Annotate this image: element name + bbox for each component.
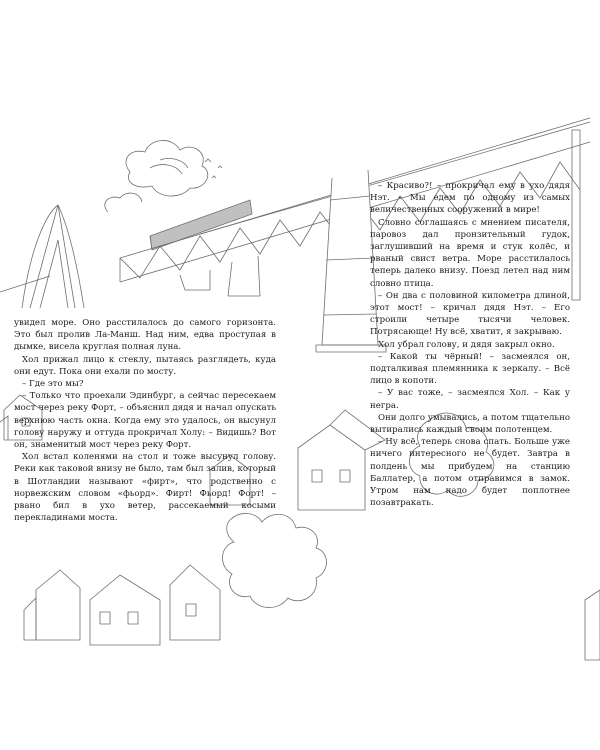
left-text-column [14, 317, 276, 524]
paragraph: Хол убрал голову, и дядя закрыл окно. [378, 339, 555, 350]
paragraph: Хол встал коленями на стол и тоже высунул голову. Реки как таковой внизу не было, там был залив, который в Шотландии называют «фирт», что родственно с норвежским словом «фьорд». Фирт! Фьорд! Форт! – рвано бил в ухо ветер, рассекаемый косыми перекладинами моста. [14, 452, 276, 524]
paragraph: – Красиво?! – прокричал ему в ухо дядя Нэт. – Мы едем по одному из самых величественных сооружений в мире! [370, 181, 570, 216]
paragraph: – Какой ты чёрный! – засмеялся он, подталкивая племянника к зеркалу. – Всё лицо в копоти. [370, 351, 570, 387]
right-text-column [370, 180, 570, 509]
paragraph: увидел море. Оно расстилалось до самого горизонта. Это был пролив Ла-Манш. Над ним, едва проступая в дымке, висела круглая полная луна. [14, 318, 276, 353]
paragraph: – Он два с половиной километра длиной, этот мост! – кричал дядя Нэт. – Его строили четыре тысячи человек. Потрясающе! Ну всё, хватит, я закрываю. [370, 290, 570, 338]
paragraph: – Ну всё, теперь снова спать. Больше уже ничего интересного не будет. Завтра в полдень мы прибудем на станцию Баллатер, а потом отправимся в замок. Утром нам надо будет поплотнее позавтракать. [370, 437, 570, 509]
paragraph: Словно соглашаясь с мнением писателя, паровоз дал пронзительный гудок, заглушивший на время и стук колёс, и рваный свист ветра. Море расстилалось теперь далеко внизу. Поезд летел над ним словно птица. [370, 217, 570, 289]
paragraph: – Только что проехали Эдинбург, а сейчас пересекаем мост через реку Форт, – объяснил дядя и начал опускать верхнюю часть окна. Когда ему это удалось, он высунул голову наружу и оттуда прокричал Холу: – Видишь? Вот он, знаменитый мост через реку Форт. [14, 391, 276, 451]
paragraph: Хол прижал лицо к стеклу, пытаясь разглядеть, куда они едут. Пока они ехали по мосту. [14, 354, 276, 377]
paragraph: Они долго умывались, а потом тщательно вытирались каждый своим полотенцем. [370, 412, 570, 436]
paragraph: – У вас тоже, – засмеялся Хол. – Как у негра. [370, 388, 570, 411]
paragraph: – Где это мы? [22, 379, 84, 390]
